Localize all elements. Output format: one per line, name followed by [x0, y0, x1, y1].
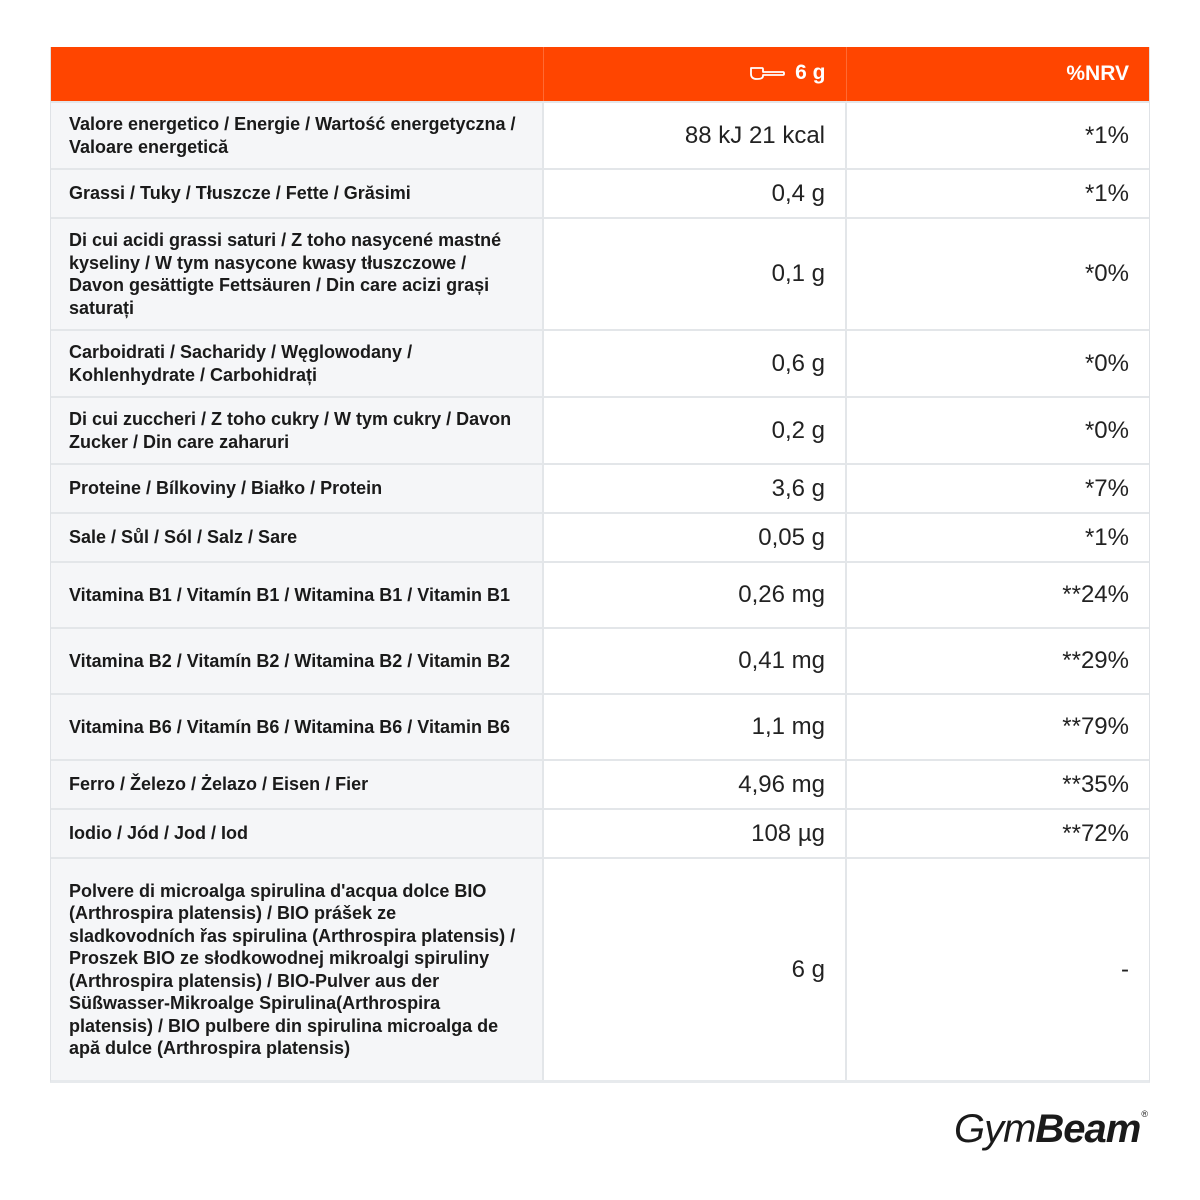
nutrient-name: Ferro / Železo / Żelazo / Eisen / Fier: [51, 760, 543, 809]
nutrient-nrv: **79%: [846, 694, 1149, 760]
nutrient-name: Valore energetico / Energie / Wartość energetyczna / Valoare energetică: [51, 102, 543, 169]
nutrient-name: Iodio / Jód / Jod / Iod: [51, 809, 543, 858]
table-row: [51, 694, 1149, 760]
nutrient-amount: 0,4 g: [543, 169, 846, 218]
gymbeam-logo: [954, 1107, 1148, 1152]
nutrient-nrv: **29%: [846, 628, 1149, 694]
header-amount-label: 6 g: [795, 61, 826, 84]
table-header: [51, 47, 1149, 102]
nutrient-name: Grassi / Tuky / Tłuszcze / Fette / Grăsimi: [51, 169, 543, 218]
header-amount-column: [543, 47, 846, 102]
nutrient-amount: 108 µg: [543, 809, 846, 858]
nutrient-name: Vitamina B2 / Vitamín B2 / Witamina B2 / Vitamin B2: [51, 628, 543, 694]
nutrient-nrv: *7%: [846, 464, 1149, 513]
nutrient-nrv: *1%: [846, 513, 1149, 562]
nutrient-name: Sale / Sůl / Sól / Salz / Sare: [51, 513, 543, 562]
nutrient-amount: 0,2 g: [543, 397, 846, 464]
header-row: [51, 47, 1149, 102]
nutrient-nrv: **24%: [846, 562, 1149, 628]
nutrition-table-container: [50, 47, 1150, 1083]
nutrient-nrv: *1%: [846, 102, 1149, 169]
nutrient-name: Polvere di microalga spirulina d'acqua dolce BIO (Arthrospira platensis) / BIO prášek ze sladkovodních řas spirulina (Arthrospira platensis) / Proszek BIO ze słodkowodnej mikroalgi spiruliny (Arthrospira platensis) / BIO-Pulver aus der Süßwasser-Mikroalge Spirulina(Arthrospira platensis) / BIO pulbere din spirulina microalga de apă dulce (Arthrospira platensis): [51, 858, 543, 1080]
table-row: [51, 330, 1149, 397]
nutrient-name: Proteine / Bílkoviny / Białko / Protein: [51, 464, 543, 513]
table-body: [51, 102, 1149, 1080]
nutrient-amount: 0,6 g: [543, 330, 846, 397]
table-row: [51, 169, 1149, 218]
logo-text-beam: Beam: [1035, 1107, 1141, 1151]
nutrient-name: Di cui acidi grassi saturi / Z toho nasycené mastné kyseliny / W tym nasycone kwasy tłuszczowe / Davon gesättigte Fettsäuren / Din care acizi grași saturați: [51, 218, 543, 330]
nutrient-amount: 6 g: [543, 858, 846, 1080]
nutrient-amount: 0,26 mg: [543, 562, 846, 628]
table-row: [51, 102, 1149, 169]
registered-mark: ®: [1141, 1109, 1148, 1119]
table-row: [51, 562, 1149, 628]
table-row: [51, 513, 1149, 562]
nutrient-amount: 0,1 g: [543, 218, 846, 330]
logo-text-gym: Gym: [953, 1107, 1036, 1151]
nutrient-name: Vitamina B1 / Vitamín B1 / Witamina B1 / Vitamin B1: [51, 562, 543, 628]
nutrient-amount: 4,96 mg: [543, 760, 846, 809]
nutrient-nrv: *0%: [846, 330, 1149, 397]
nutrient-name: Vitamina B6 / Vitamín B6 / Witamina B6 / Vitamin B6: [51, 694, 543, 760]
table-row: [51, 760, 1149, 809]
nutrient-nrv: *0%: [846, 218, 1149, 330]
nutrient-amount: 3,6 g: [543, 464, 846, 513]
table-row: [51, 628, 1149, 694]
table-row: [51, 464, 1149, 513]
nutrient-nrv: **35%: [846, 760, 1149, 809]
nutrient-amount: 1,1 mg: [543, 694, 846, 760]
nutrition-table: [51, 47, 1149, 1080]
table-row: [51, 397, 1149, 464]
header-name-column: [51, 47, 543, 102]
nutrient-amount: 0,05 g: [543, 513, 846, 562]
table-row: [51, 218, 1149, 330]
nutrient-amount: 0,41 mg: [543, 628, 846, 694]
nutrient-nrv: **72%: [846, 809, 1149, 858]
table-row: [51, 809, 1149, 858]
scoop-icon: [749, 65, 785, 81]
nutrient-nrv: -: [846, 858, 1149, 1080]
header-nrv-column: %NRV: [846, 47, 1149, 102]
table-row: [51, 858, 1149, 1080]
nutrient-name: Carboidrati / Sacharidy / Węglowodany / Kohlenhydrate / Carbohidrați: [51, 330, 543, 397]
nutrient-amount: 88 kJ 21 kcal: [543, 102, 846, 169]
nutrient-nrv: *0%: [846, 397, 1149, 464]
nutrient-name: Di cui zuccheri / Z toho cukry / W tym cukry / Davon Zucker / Din care zaharuri: [51, 397, 543, 464]
nutrient-nrv: *1%: [846, 169, 1149, 218]
